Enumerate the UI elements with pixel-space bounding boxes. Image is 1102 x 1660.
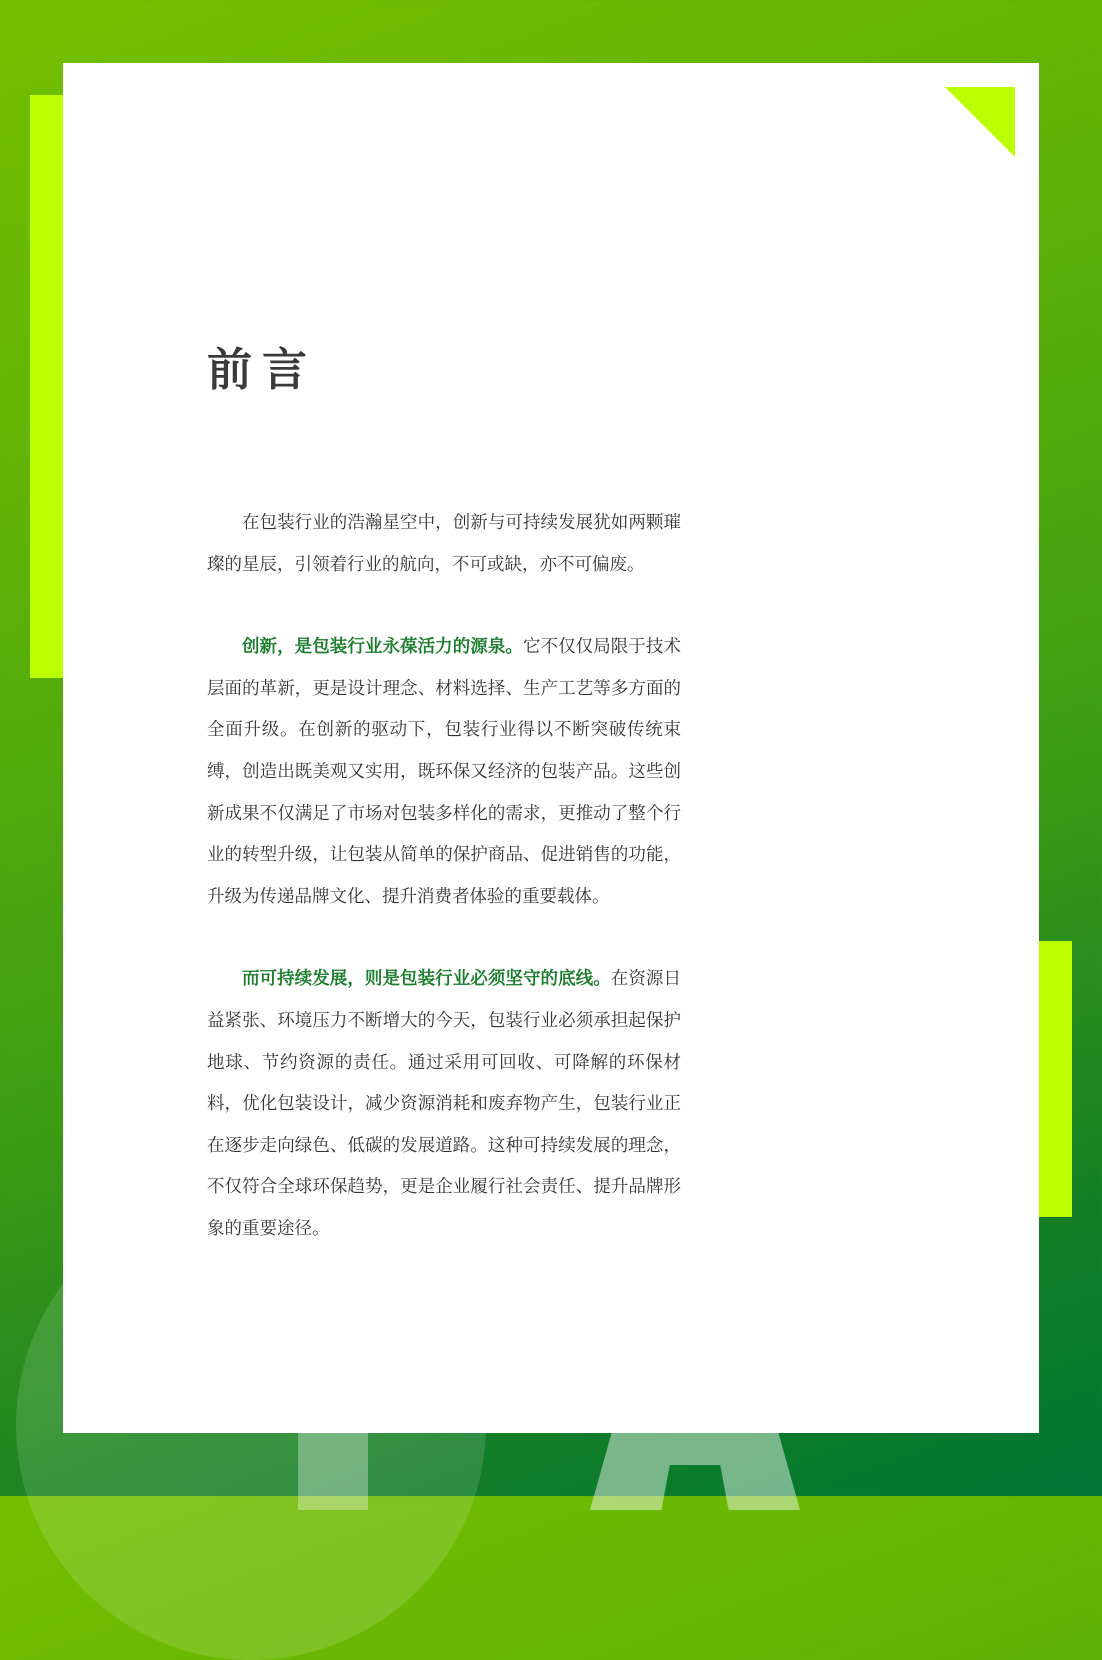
paragraph-highlight: 创新，是包装行业永葆活力的源泉。 [242,637,523,658]
paragraph-sustainability [207,959,681,1250]
page-title: 前言 [207,343,318,396]
paragraph-innovation [207,627,681,918]
paragraph-text: 在包装行业的浩瀚星空中，创新与可持续发展犹如两颗璀璨的星辰，引领着行业的航向，不可或缺，亦不可偏废。 [207,513,681,575]
paragraph-highlight: 而可持续发展，则是包装行业必须坚守的底线。 [242,969,611,990]
accent-bar-left [30,95,64,678]
paragraph-text: 在资源日益紧张、环境压力不断增大的今天，包装行业必须承担起保护地球、节约资源的责任。通过采用可回收、可降解的环保材料，优化包装设计，减少资源消耗和废弃物产生，包装行业正在逐步走向绿色、低碳的发展道路。这种可持续发展的理念，不仅符合全球环保趋势，更是企业履行社会责任、提升品牌形象的重要途径。 [207,969,681,1239]
accent-bar-right [1038,941,1072,1217]
paragraph-text: 它不仅仅局限于技术层面的革新，更是设计理念、材料选择、生产工艺等多方面的全面升级。在创新的驱动下，包装行业得以不断突破传统束缚，创造出既美观又实用，既环保又经济的包装产品。这些创新成果不仅满足了市场对包装多样化的需求，更推动了整个行业的转型升级，让包装从简单的保护商品、促进销售的功能，升级为传递品牌文化、提升消费者体验的重要载体。 [207,637,681,907]
background-decor-block [298,1420,368,1510]
paragraph-intro [207,503,681,586]
background-decor-letter [590,1420,800,1510]
preface-body [207,503,681,1292]
